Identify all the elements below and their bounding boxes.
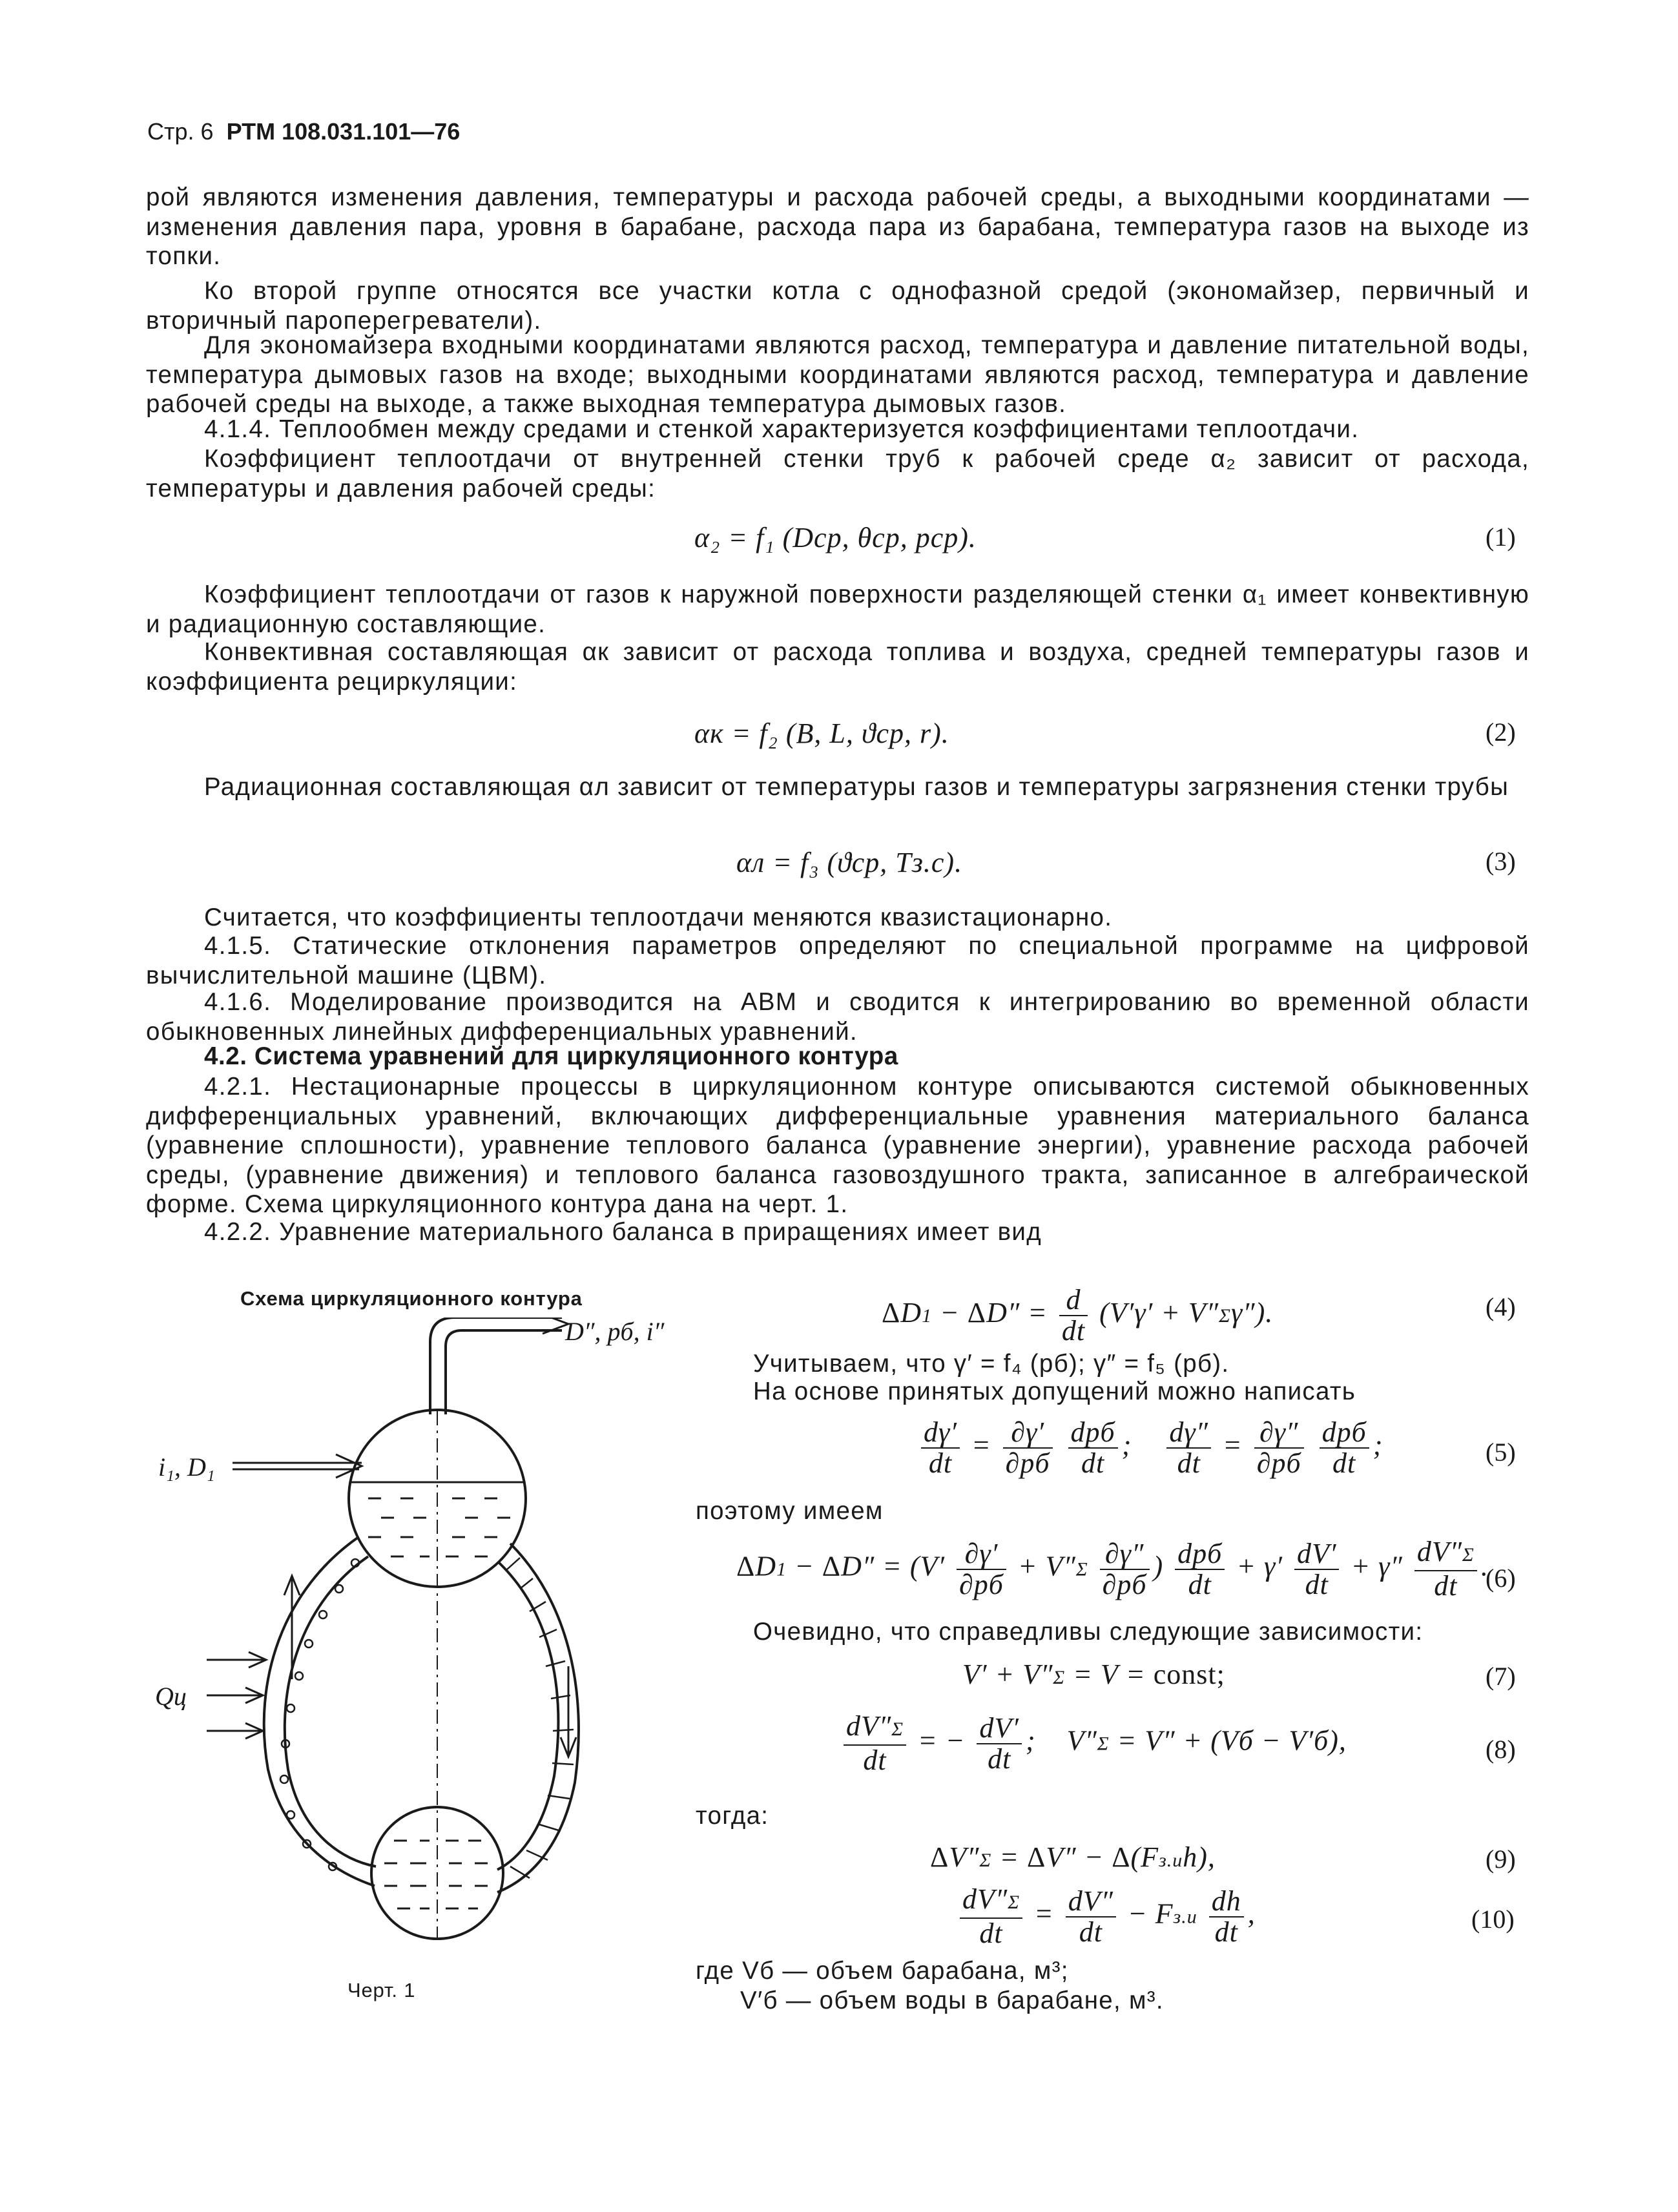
figure-caption: Черт. 1 [347,1979,416,2001]
paragraph-7: Конвективная составляющая αк зависит от расхода топлива и воздуха, средней температуры газов и коэффициента рециркуляции: [146,638,1529,696]
equation-number-4: (4) [1486,1292,1516,1321]
upper-drum-water [368,1498,510,1556]
equation-number-2: (2) [1486,718,1516,747]
feed-label: i₁, D₁ [158,1452,215,1482]
formula-5: $\frac{d\gamma'}{dt}$ = $\frac{\partial\gamma'}{\partial pб}$ $\frac{\text{dpб}}{dt}$ ; $\frac{d\gamma''}{dt}$ = $\frac{\partial\gamma''}{\partial pб}$ $\frac{\text{dpб}}{dt}$ ; [917,1418,1383,1478]
riser-tube-inner [285,1556,376,1866]
circulation-circuit-diagram [142,1318,698,1970]
paragraph-3: Для экономайзера входными координатами являются расход, температура и давление питательной воды, температура дымовых газов на входе; выходными координатами являются расход, температура и давление рабочей среды на выходе, а также выходная температура дымовых газов. [146,331,1529,418]
equation-number-6: (6) [1486,1564,1516,1593]
right-text-2: На основе принятых допущений можно написать [753,1378,1356,1405]
right-text-6: где Vб — объем барабана, м³; [696,1957,1069,1985]
formula-9: ΔV″Σ = ΔV″ − Δ(Fз.иh), [930,1841,1216,1873]
steam-outlet-pipe [446,1330,562,1414]
figure-title: Схема циркуляционного контура [240,1287,583,1310]
equation-number-9: (9) [1486,1845,1516,1874]
section-heading-4-2: 4.2. Система уравнений для циркуляционного контура [204,1042,898,1070]
equation-number-5: (5) [1486,1438,1516,1467]
formula-4: ΔD1 − ΔD″ = $\frac{d}{dt}$ (V′γ′ + V″Σγ″). [882,1284,1274,1347]
formula-8: $\frac{dV''\Sigma}{dt}$ = − $\frac{dV'}{dt}$ ; V″Σ = V″ + (Vб − V′б), [840,1711,1347,1775]
paragraph-6: Коэффициент теплоотдачи от газов к наружной поверхности разделяющей стенки α₁ имеет конвективную и радиационную составляющие. [146,581,1529,638]
paragraph-8: Радиационная составляющая αл зависит от температуры газов и температуры загрязнения стенки трубы [204,773,1509,801]
paragraph-2: Ко второй группе относятся все участки котла с однофазной средой (экономайзер, первичный и вторичный пароперегреватели). [146,277,1529,335]
downcomer-hatching [507,1558,574,1878]
formula-7: V′ + V″Σ = V = const; [962,1659,1225,1690]
right-text-7: V′б — объем воды в барабане, м³. [740,1987,1164,2014]
right-text-1: Учитываем, что γ′ = f₄ (pб); γ″ = f₅ (pб). [753,1350,1230,1378]
downcomer-tube-outer [497,1544,579,1892]
formula-6: ΔD1 − ΔD″ = (V′ $\frac{\partial\gamma'}{\partial pб}$ + V″Σ $\frac{\partial\gamma''}{\partial pб}$ ) $\frac{\text{dpб}}{dt}$ + γ′ $\frac{dV'}{dt}$ + γ″ $\frac{dV''\Sigma}{dt}$ . [736,1536,1489,1602]
equation-number-10: (10) [1471,1905,1515,1934]
formula-2: αк = f₂ (B, L, ϑср, r). [694,718,949,749]
formula-10: $\frac{dV''\Sigma}{dt}$ = $\frac{dV''}{dt}$ − Fз.и $\frac{dh}{dt}$ , [956,1885,1256,1948]
paragraph-9: Считается, что коэффициенты теплоотдачи меняются квазистационарно. [204,904,1113,931]
downcomer-tube-inner [497,1563,558,1870]
heat-label: Qц [155,1682,187,1711]
right-text-5: тогда: [696,1802,769,1830]
equation-number-7: (7) [1486,1662,1516,1691]
paragraph-11: 4.1.6. Моделирование производится на АВМ и сводится к интегрированию во временной области обыкновенных линейных дифференциальных уравнений. [146,988,1529,1046]
paragraph-4: 4.1.4. Теплообмен между средами и стенкой характеризуется коэффициентами теплоотдачи. [204,415,1360,443]
equation-number-8: (8) [1486,1735,1516,1764]
equation-number-1: (1) [1486,522,1516,552]
paragraph-1: рой являются изменения давления, температуры и расхода рабочей среды, а выходными координатами — изменения давления пара, уровня в барабане, расхода пара из барабана, температура газов на выходе из топки. [146,183,1529,270]
lower-drum-water [384,1841,488,1908]
page-number: Стр. 6 [147,118,214,145]
paragraph-5: Коэффициент теплоотдачи от внутренней стенки труб к рабочей среде α₂ зависит от расхода, температуры и давления рабочей среды: [146,445,1529,502]
steam-outlet-pipe-outer [430,1318,562,1414]
outlet-label: D″, pб, i″ [565,1318,665,1346]
paragraph-12: 4.2.1. Нестационарные процессы в циркуляционном контуре описываются системой обыкновенных дифференциальных уравнений, включающих дифференциальные уравнения материального баланса (уравнение сплошности), уравнение теплового баланса (уравнение энергии), уравнение расхода рабочей среды, (уравнение движения) и теплового баланса газовоздушного тракта, записанное в алгебраической форме. Схема циркуляционного контура дана на черт. 1. [146,1073,1529,1218]
right-text-3: поэтому имеем [696,1497,884,1525]
page-header [147,118,460,145]
paragraph-10: 4.1.5. Статические отклонения параметров определяют по специальной программе на цифровой вычислительной машине (ЦВМ). [146,932,1529,989]
formula-1: α₂ = f₁ (Dср, θср, pср). [694,522,977,553]
formula-3: αл = f₃ (ϑср, Tз.с). [736,847,963,878]
document-code: РТМ 108.031.101—76 [226,118,461,145]
paragraph-13: 4.2.2. Уравнение материального баланса в приращениях имеет вид [204,1218,1042,1246]
equation-number-3: (3) [1486,847,1516,876]
right-text-4: Очевидно, что справедливы следующие зависимости: [753,1618,1424,1646]
